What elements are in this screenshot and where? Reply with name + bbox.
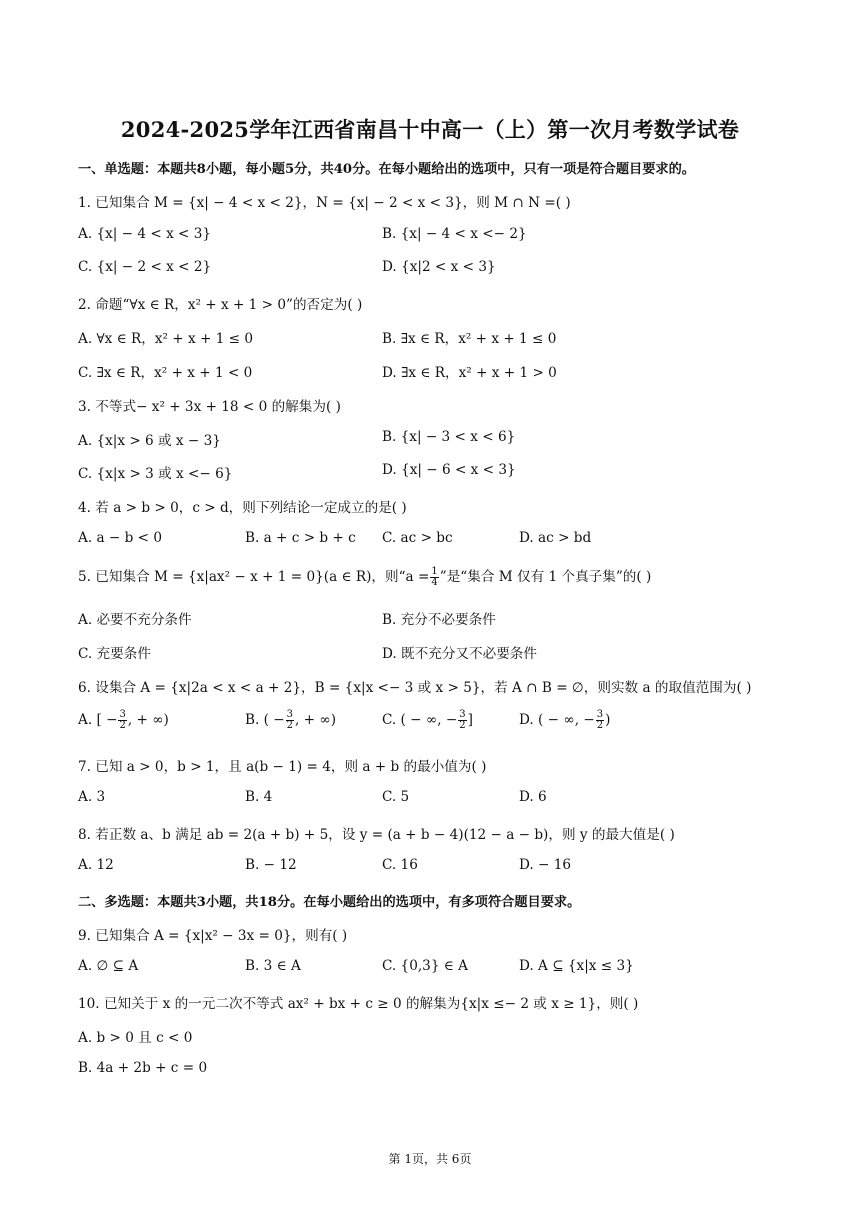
q9-stem: 9. 已知集合 A = {x|x² − 3x = 0}，则有( )	[78, 928, 348, 944]
q10-stem: 10. 已知关于 x 的一元二次不等式 ax² + bx + c ≥ 0 的解集为{x|x ≤− 2 或 x ≥ 1}，则( )	[78, 996, 639, 1012]
fraction: $\frac{3}{2}$	[459, 709, 466, 731]
q3-option-d: D. {x| − 6 < x < 3}	[382, 462, 516, 478]
q10-option-a: A. b > 0 且 c < 0	[78, 1030, 193, 1046]
q4-option-a: A. a − b < 0	[78, 530, 162, 546]
q4-option-d: D. ac > bd	[519, 530, 592, 546]
q5-stem	[78, 565, 651, 588]
q1-stem: 1. 已知集合 M = {x| − 4 < x < 2}，N = {x| − 2 < x < 3}，则 M ∩ N =( )	[78, 195, 571, 211]
q1-option-d: D. {x|2 < x < 3}	[382, 259, 496, 275]
section-multiple-choice: 二、多选题：本题共3小题，共18分。在每小题给出的选项中，有多项符合题目要求。	[78, 895, 581, 910]
q2-option-b: B. ∃x ∈ R，x² + x + 1 ≤ 0	[382, 331, 557, 347]
q6-option-b: B. ( − $\frac{3}{2}$ , + ∞)	[245, 709, 337, 731]
q6-option-a: A. [ − $\frac{3}{2}$ , + ∞)	[78, 709, 169, 731]
q4-option-c: C. ac > bc	[382, 530, 453, 546]
q4-option-b: B. a + c > b + c	[245, 530, 356, 546]
q7-option-a: A. 3	[78, 789, 106, 805]
q6-stem: 6. 设集合 A = {x|2a < x < a + 2}，B = {x|x <− 3 或 x > 5}，若 A ∩ B = ∅，则实数 a 的取值范围为( )	[78, 680, 752, 696]
q10-option-b: B. 4a + 2b + c = 0	[78, 1060, 208, 1076]
q3-stem: 3. 不等式− x² + 3x + 18 < 0 的解集为( )	[78, 399, 341, 415]
q2-stem: 2. 命题“∀x ∈ R，x² + x + 1 > 0”的否定为( )	[78, 297, 363, 313]
q9-option-a: A. ∅ ⊆ A	[78, 958, 139, 974]
fraction: $\frac{3}{2}$	[119, 709, 126, 731]
q8-stem: 8. 若正数 a、b 满足 ab = 2(a + b) + 5，设 y = (a + b − 4)(12 − a − b)，则 y 的最大值是( )	[78, 827, 675, 843]
q7-stem: 7. 已知 a > 0，b > 1，且 a(b − 1) = 4，则 a + b 的最小值为( )	[78, 759, 487, 775]
q3-option-b: B. {x| − 3 < x < 6}	[382, 429, 516, 445]
q9-option-c: C. {0,3} ∈ A	[382, 958, 468, 974]
q5-option-b: B. 充分不必要条件	[382, 612, 496, 628]
q5-option-d: D. 既不充分又不必要条件	[382, 646, 537, 662]
exam-title: 2024-2025学年江西省南昌十中高一（上）第一次月考数学试卷	[120, 117, 740, 142]
q4-stem: 4. 若 a > b > 0，c > d，则下列结论一定成立的是( )	[78, 500, 407, 516]
q2-option-c: C. ∃x ∈ R，x² + x + 1 < 0	[78, 365, 253, 381]
q5-option-c: C. 充要条件	[78, 646, 151, 662]
q7-option-c: C. 5	[382, 789, 410, 805]
q1-option-c: C. {x| − 2 < x < 2}	[78, 259, 212, 275]
page-footer: 第 1页，共 6页	[388, 1152, 472, 1166]
q5-fraction: $\frac{1}{4}$	[431, 566, 438, 588]
q6-option-c: C. ( − ∞, − $\frac{3}{2}$ ]	[382, 709, 473, 731]
q3-option-a: A. {x|x > 6 或 x − 3}	[78, 433, 221, 449]
q6-option-d: D. ( − ∞, − $\frac{3}{2}$ )	[519, 709, 611, 731]
q7-option-d: D. 6	[519, 789, 547, 805]
q1-option-b: B. {x| − 4 < x <− 2}	[382, 226, 527, 242]
q9-option-d: D. A ⊆ {x|x ≤ 3}	[519, 958, 634, 974]
q3-option-c: C. {x|x > 3 或 x <− 6}	[78, 466, 233, 482]
q5-stem-pre: 5. 已知集合 M = {x|ax² − x + 1 = 0}(a ∈ R)，则“a =	[78, 569, 430, 585]
section-single-choice: 一、单选题：本题共8小题，每小题5分，共40分。在每小题给出的选项中，只有一项是符合题目要求的。	[78, 162, 695, 177]
q8-option-c: C. 16	[382, 857, 418, 873]
fraction: $\frac{3}{2}$	[286, 709, 294, 731]
q8-option-d: D. − 16	[519, 857, 572, 873]
q5-option-a: A. 必要不充分条件	[78, 612, 192, 628]
q2-option-a: A. ∀x ∈ R，x² + x + 1 ≤ 0	[78, 331, 254, 347]
fraction: $\frac{3}{2}$	[596, 709, 604, 731]
q1-option-a: A. {x| − 4 < x < 3}	[78, 226, 212, 242]
q5-stem-post: ”是“集合 M 仅有 1 个真子集”的( )	[439, 569, 652, 585]
q9-option-b: B. 3 ∈ A	[245, 958, 301, 974]
q8-option-b: B. − 12	[245, 857, 297, 873]
q2-option-d: D. ∃x ∈ R，x² + x + 1 > 0	[382, 365, 557, 381]
q8-option-a: A. 12	[78, 857, 114, 873]
q7-option-b: B. 4	[245, 789, 273, 805]
